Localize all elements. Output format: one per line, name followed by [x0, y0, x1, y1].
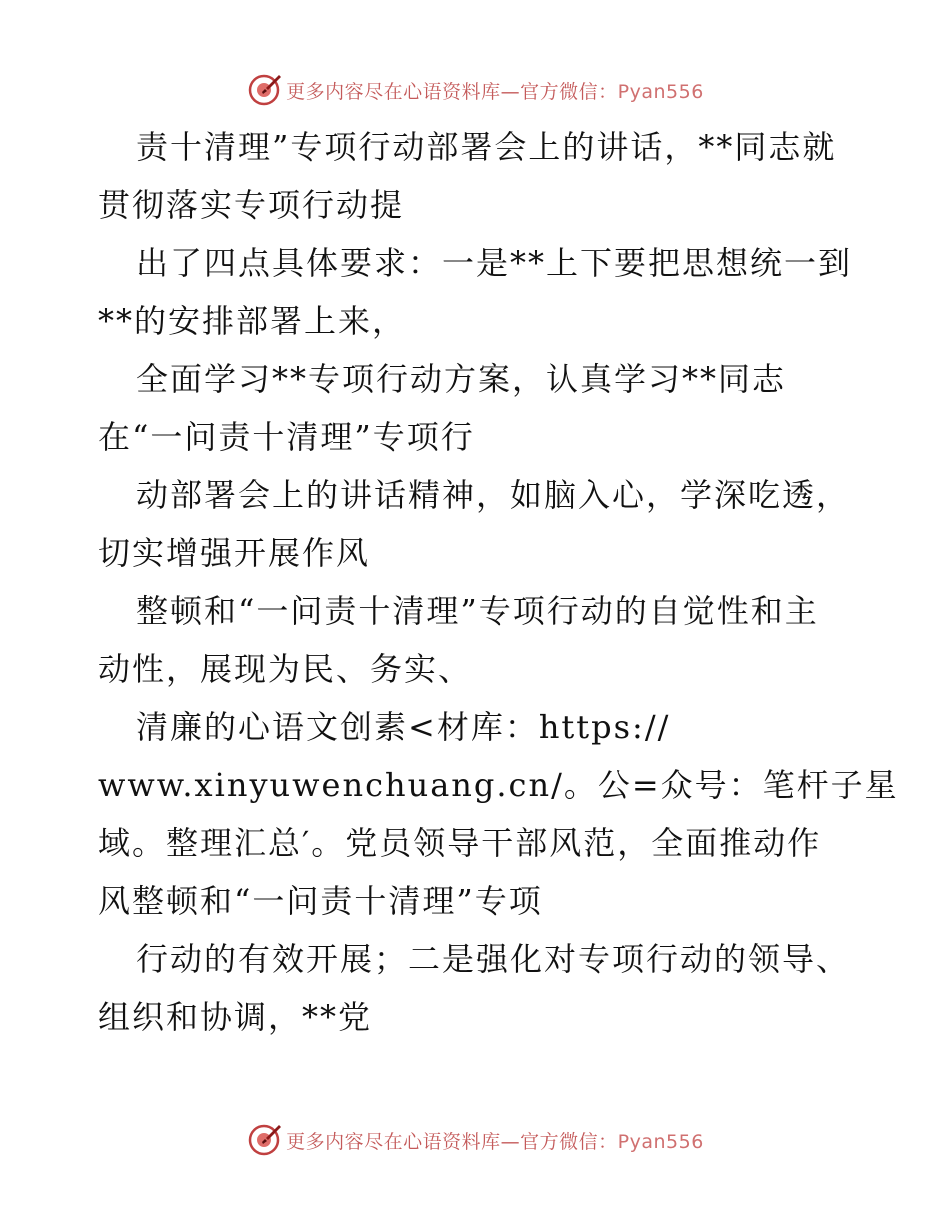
body-line: 清廉的心语文创素<材库：https:// [136, 708, 671, 746]
body-line: www.xinyuwenchuang.cn/。公=众号：笔杆子星 [98, 766, 899, 804]
body-line: 出了四点具体要求：一是**上下要把思想统一到 [136, 244, 853, 282]
body-line: 贯彻落实专项行动提 [98, 186, 405, 224]
watermark-text: 更多内容尽在心语资料库—官方微信：Pyan556 [286, 1130, 704, 1153]
body-line: 整顿和“一问责十清理”专项行动的自觉性和主 [136, 592, 819, 630]
footer-watermark [0, 1120, 950, 1160]
watermark-text: 更多内容尽在心语资料库—官方微信：Pyan556 [286, 80, 704, 103]
body-line: 域。整理汇总′。党员领导干部风范，全面推动作 [98, 824, 822, 862]
body-line: 责十清理”专项行动部署会上的讲话，**同志就 [136, 128, 837, 166]
watermark-wechat-id: Pyan556 [617, 80, 704, 103]
body-line: 切实增强开展作风 [98, 534, 371, 572]
document-body [98, 118, 899, 1046]
body-line: 组织和协调，**党 [98, 998, 373, 1036]
body-line: 行动的有效开展；二是强化对专项行动的领导、 [136, 940, 851, 978]
brush-logo-icon [246, 1122, 282, 1158]
body-line: 动性，展现为民、务实、 [98, 650, 473, 688]
header-watermark [0, 70, 950, 110]
body-line: 动部署会上的讲话精神，如脑入心，学深吃透， [136, 476, 851, 514]
watermark-wechat-id: Pyan556 [617, 1130, 704, 1153]
body-line: 在“一问责十清理”专项行 [98, 418, 475, 456]
body-line: 风整顿和“一问责十清理”专项 [98, 882, 543, 920]
body-line: 全面学习**专项行动方案，认真学习**同志 [136, 360, 787, 398]
body-line: **的安排部署上来， [98, 302, 407, 340]
brush-logo-icon [246, 72, 282, 108]
